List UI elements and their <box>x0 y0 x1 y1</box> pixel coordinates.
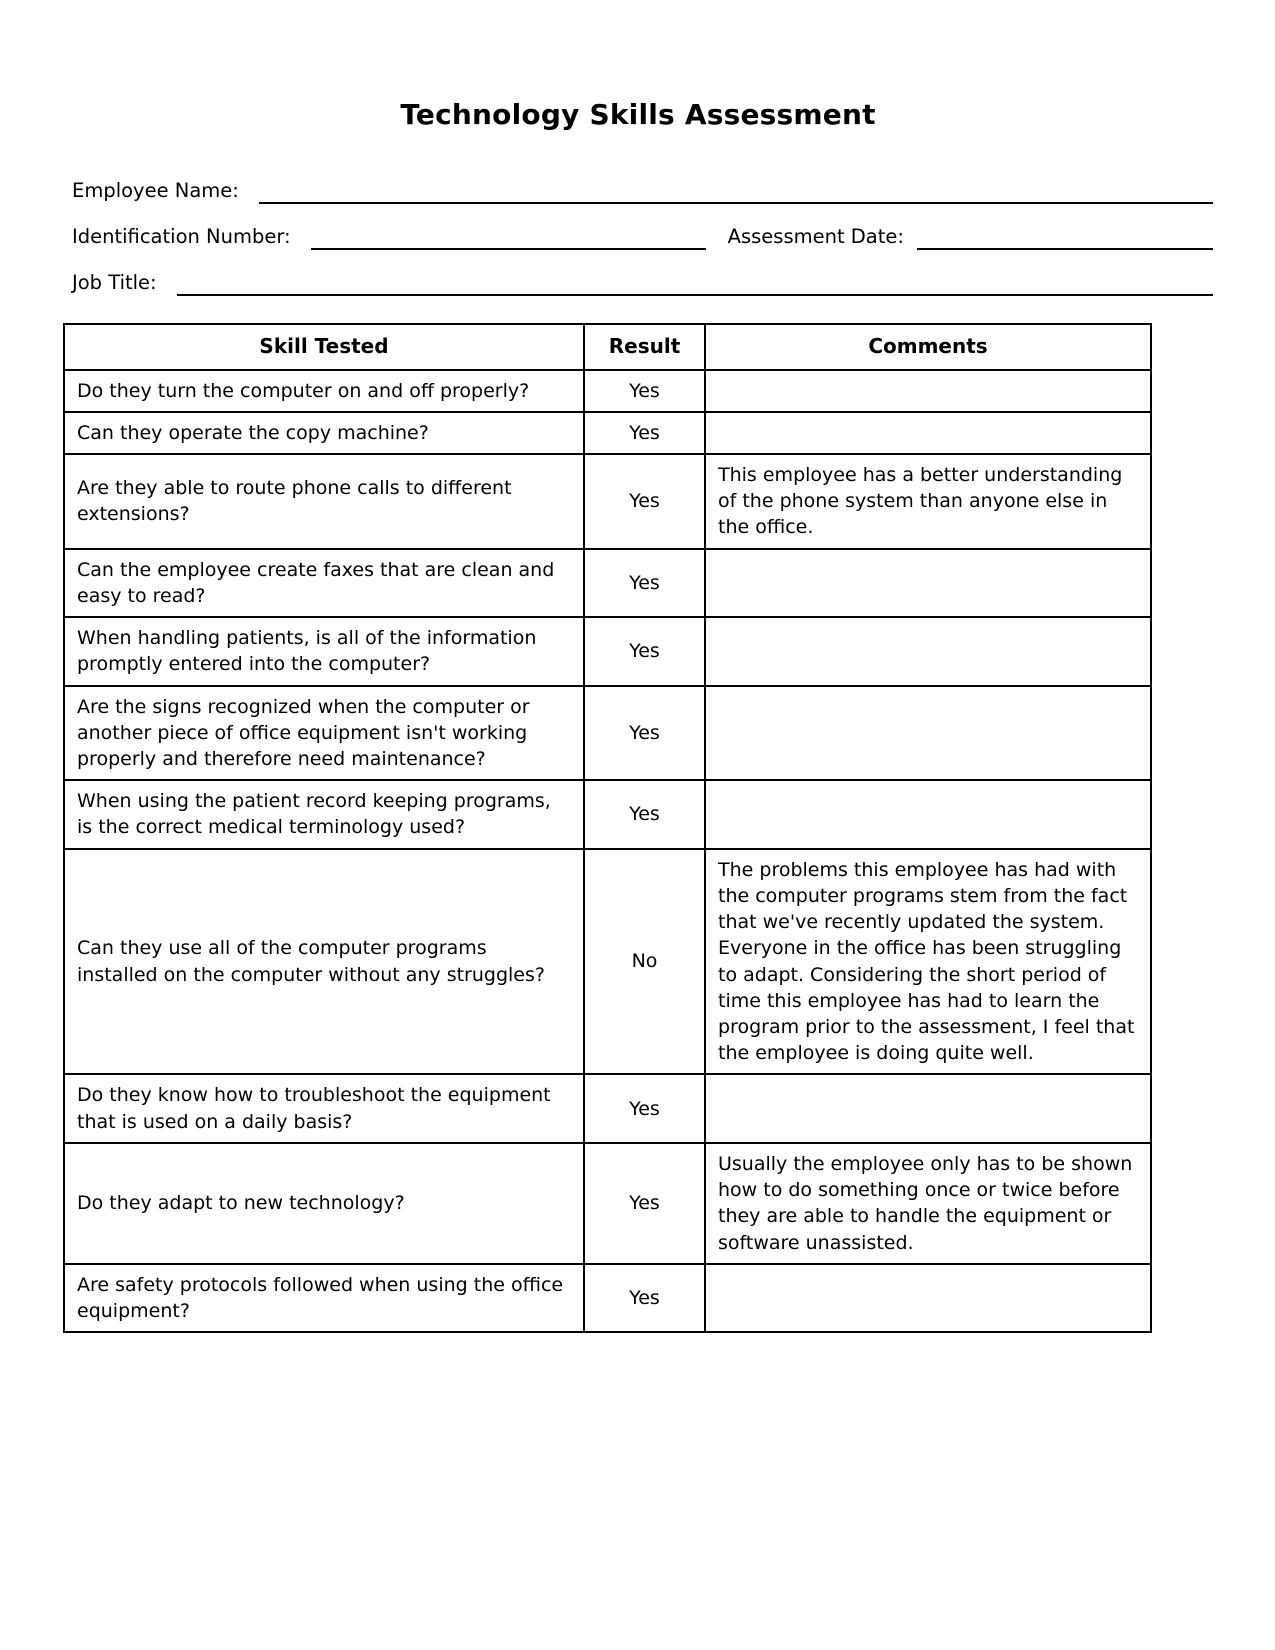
comments-cell <box>705 549 1151 617</box>
result-cell: Yes <box>584 412 705 454</box>
comments-cell <box>705 617 1151 685</box>
column-header-skill-tested: Skill Tested <box>64 324 584 370</box>
comments-cell <box>705 1074 1151 1142</box>
skill-cell: Can the employee create faxes that are clean and easy to read? <box>64 549 584 617</box>
identification-number-field[interactable] <box>311 224 706 250</box>
table-row <box>64 617 1151 685</box>
result-cell: Yes <box>584 1074 705 1142</box>
comments-cell <box>705 686 1151 781</box>
table-header-row <box>64 324 1151 370</box>
skill-cell: Are the signs recognized when the computer or another piece of office equipment isn't working properly and therefore need maintenance? <box>64 686 584 781</box>
skill-cell: Do they know how to troubleshoot the equipment that is used on a daily basis? <box>64 1074 584 1142</box>
table-row <box>64 849 1151 1075</box>
skill-cell: Are safety protocols followed when using the office equipment? <box>64 1264 584 1332</box>
comments-cell <box>705 412 1151 454</box>
table-row <box>64 780 1151 848</box>
job-title-label: Job Title: <box>72 271 157 294</box>
result-cell: Yes <box>584 1264 705 1332</box>
skill-cell: Can they use all of the computer programs installed on the computer without any struggles? <box>64 849 584 1075</box>
assessment-date-field[interactable] <box>917 224 1213 250</box>
comments-cell <box>705 1264 1151 1332</box>
skill-cell: Are they able to route phone calls to different extensions? <box>64 454 584 549</box>
result-cell: No <box>584 849 705 1075</box>
column-header-comments: Comments <box>705 324 1151 370</box>
page-title: Technology Skills Assessment <box>400 98 876 131</box>
comments-cell <box>705 780 1151 848</box>
employee-name-label: Employee Name: <box>72 179 239 202</box>
job-title-field[interactable] <box>177 270 1213 296</box>
identification-number-label: Identification Number: <box>72 225 291 248</box>
table-row <box>64 370 1151 412</box>
comments-cell: The problems this employee has had with the computer programs stem from the fact that we've recently updated the system. Everyone in the office has been struggling to adapt. Considering the short period of time this employee has had to learn the program prior to the assessment, I feel that the employee is doing quite well. <box>705 849 1151 1075</box>
table-row <box>64 454 1151 549</box>
result-cell: Yes <box>584 686 705 781</box>
comments-cell: This employee has a better understanding of the phone system than anyone else in the office. <box>705 454 1151 549</box>
comments-cell: Usually the employee only has to be shown how to do something once or twice before they are able to handle the equipment or software unassisted. <box>705 1143 1151 1264</box>
result-cell: Yes <box>584 454 705 549</box>
skill-cell: Do they turn the computer on and off properly? <box>64 370 584 412</box>
skill-cell: Can they operate the copy machine? <box>64 412 584 454</box>
job-title-row <box>63 269 1213 296</box>
result-cell: Yes <box>584 549 705 617</box>
skill-cell: Do they adapt to new technology? <box>64 1143 584 1264</box>
table-row <box>64 549 1151 617</box>
employee-name-row <box>63 177 1213 204</box>
result-cell: Yes <box>584 617 705 685</box>
result-cell: Yes <box>584 1143 705 1264</box>
assessment-date-label: Assessment Date: <box>727 225 904 248</box>
result-cell: Yes <box>584 780 705 848</box>
table-row <box>64 1143 1151 1264</box>
table-row <box>64 686 1151 781</box>
header-fields <box>63 177 1213 296</box>
skill-cell: When using the patient record keeping programs, is the correct medical terminology used? <box>64 780 584 848</box>
employee-name-field[interactable] <box>259 178 1213 204</box>
skill-cell: When handling patients, is all of the information promptly entered into the computer? <box>64 617 584 685</box>
id-and-date-row <box>63 223 1213 250</box>
result-cell: Yes <box>584 370 705 412</box>
column-header-result: Result <box>584 324 705 370</box>
table-row <box>64 1074 1151 1142</box>
comments-cell <box>705 370 1151 412</box>
table-row <box>64 412 1151 454</box>
skills-assessment-table <box>63 323 1152 1333</box>
table-row <box>64 1264 1151 1332</box>
